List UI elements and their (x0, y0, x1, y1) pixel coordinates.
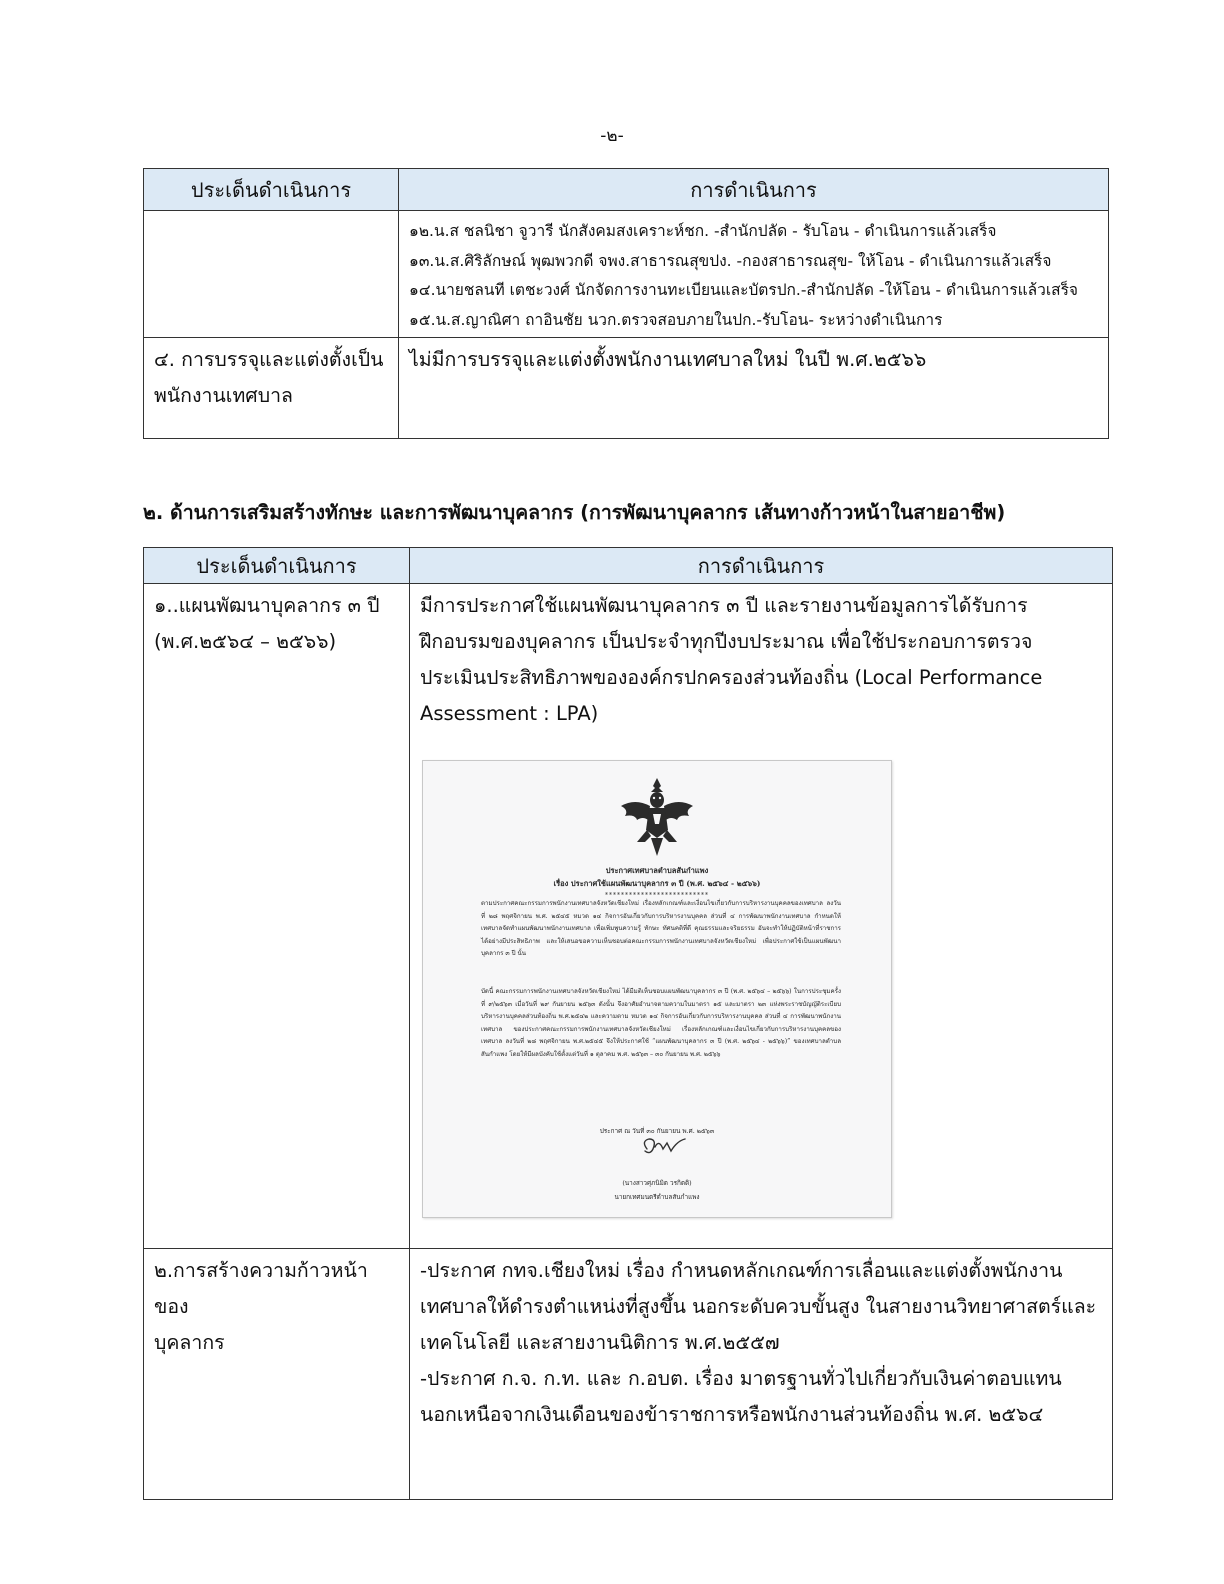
list-item: ๑๔.นายชลนที เตชะวงศ์ นักจัดการงานทะเบียนและบัตรปก.-สำนักปลัด -ให้โอน - ดำเนินการแล้วเสร็จ (409, 281, 1078, 299)
action-cell: มีการประกาศใช้แผนพัฒนาบุคลากร ๓ ปี และรายงานข้อมูลการได้รับการ ฝึกอบรมของบุคลากร เป็นประจำทุกปีงบประมาณ เพื่อใช้ประกอบการตรวจ ประเมินประสิทธิภาพขององค์กรปกครองส่วนท้องถิ่น (Local Performance Assessment : LPA) ประกาศเทศบาลตำบลสันกำแพง เรื่อง ประกาศใช้แผนพัฒนาบุคลากร ๓ ปี (พ.ศ. ๒๕๖๔ - ๒๕๖๖) ************************** ตามประกาศคณะกรรมการพนักงานเทศบาลจังหวัดเชียงใหม่ เรื่องหลักเกณฑ์และเงื่อนไขเกี่ยวกับการบริหารงานบุคคลของเทศบาล ลงวันที่ ๒๘ พฤศจิกายน พ.ศ. ๒๕๔๕ หมวด ๑๔ กิจการอันเกี่ยวกับการบริหารงานบุคคล ส่วนที่ ๔ การพัฒนาพนักงานเทศบาล กำหนดให้เทศบาลจัดทำแผนพัฒนาพนักงานเทศบาล เพื่อเพิ่มพูนความรู้ ทักษะ ทัศนคติที่ดี คุณธรรมและจริยธรรม อันจะทำให้ปฏิบัติหน้าที่ราชการได้อย่างมีประสิทธิภาพ และให้เสนอขอความเห็นชอบต่อคณะกรรมการพนักงานเทศบาลจังหวัดเชียงใหม่ เพื่อประกาศใช้เป็นแผนพัฒนาบุคลากร ๓ ปี นั้น บัดนี้ คณะกรรมการพนักงานเทศบาลจังหวัดเชียงใหม่ ได้มีมติเห็นชอบแผนพัฒนาบุคลากร ๓ ปี (พ.ศ. ๒๕๖๔ – ๒๕๖๖) ในการประชุมครั้งที่ ๙/๒๕๖๓ เมื่อวันที่ ๒๙ กันยายน ๒๕๖๓ ดังนั้น จึงอาศัยอำนาจตามความในมาตรา ๑๕ และมาตรา ๒๓ แห่งพระราชบัญญัติระเบียบบริหารงานบุคคลส่วนท้องถิ่น พ.ศ.๒๕๔๒ และความตาม หมวด ๑๔ กิจการอันเกี่ยวกับการบริหารงานบุคคล ส่วนที่ ๔ การพัฒนาพนักงานเทศบาล ของประกาศคณะกรรมการพนักงานเทศบาลจังหวัดเชียงใหม่ เรื่องหลักเกณฑ์และเงื่อนไขเกี่ยวกับการบริหารงานบุคคลของเทศบาล ลงวันที่ ๒๘ พฤศจิกายน พ.ศ.๒๕๔๕ จึงให้ประกาศใช้ “แผนพัฒนาบุคลากร ๓ ปี (พ.ศ. ๒๕๖๔ - ๒๕๖๖)” ของเทศบาลตำบลสันกำแพง โดยให้มีผลบังคับใช้ตั้งแต่วันที่ ๑ ตุลาคม พ.ศ. ๒๕๖๓ – ๓๐ กันยายน พ.ศ. ๒๕๖๖ ประกาศ ณ วันที่ ๓๐ กันยายน พ.ศ. ๒๕๖๓ (นางสาวศุภนิมิต วรกิตติ) นายกเทศมนตรีตำบลสันกำแพง (410, 584, 1113, 1249)
header-issue: ประเด็นดำเนินการ (144, 169, 399, 211)
section-heading: ๒. ด้านการเสริมสร้างทักษะ และการพัฒนาบุคลากร (การพัฒนาบุคลากร เส้นทางก้าวหน้าในสายอาชีพ) (143, 501, 1006, 524)
issue-cell: ๒.การสร้างความก้าวหน้าของ บุคลากร (144, 1249, 410, 1500)
garuda-emblem-icon (615, 776, 699, 858)
list-item: ๑๕.น.ส.ญาณิศา ถาอินชัย นวก.ตรวจสอบภายในปก.-รับโอน- ระหว่างดำเนินการ (409, 310, 943, 329)
document-title: ประกาศเทศบาลตำบลสันกำแพง (605, 866, 709, 875)
header-action: การดำเนินการ (399, 169, 1109, 211)
document-paragraph: บัดนี้ คณะกรรมการพนักงานเทศบาลจังหวัดเชียงใหม่ ได้มีมติเห็นชอบแผนพัฒนาบุคลากร ๓ ปี (พ.ศ. ๒๕๖๔ – ๒๕๖๖) ในการประชุมครั้งที่ ๙/๒๕๖๓ เมื่อวันที่ ๒๙ กันยายน ๒๕๖๓ ดังนั้น จึงอาศัยอำนาจตามความในมาตรา ๑๕ และมาตรา ๒๓ แห่งพระราชบัญญัติระเบียบบริหารงานบุคคลส่วนท้องถิ่น พ.ศ.๒๕๔๒ และความตาม หมวด ๑๔ กิจการอันเกี่ยวกับการบริหารงานบุคคล ส่วนที่ ๔ การพัฒนาพนักงานเทศบาล ของประกาศคณะกรรมการพนักงานเทศบาลจังหวัดเชียงใหม่ เรื่องหลักเกณฑ์และเงื่อนไขเกี่ยวกับการบริหารงานบุคคลของเทศบาล ลงวันที่ ๒๘ พฤศจิกายน พ.ศ.๒๕๔๕ จึงให้ประกาศใช้ “แผนพัฒนาบุคลากร ๓ ปี (พ.ศ. ๒๕๖๔ - ๒๕๖๖)” ของเทศบาลตำบลสันกำแพง โดยให้มีผลบังคับใช้ตั้งแต่วันที่ ๑ ตุลาคม พ.ศ. ๒๕๖๓ – ๓๐ กันยายน พ.ศ. ๒๕๖๖ (481, 988, 841, 1058)
page-number: -๒- (600, 126, 624, 146)
list-item: ๑๓.น.ส.ศิริลักษณ์ พุฒพวกดี จพง.สาธารณสุขปง. -กองสาธารณสุข- ให้โอน - ดำเนินการแล้วเสร็จ (409, 251, 1052, 270)
signature-image (633, 1131, 693, 1161)
table-row (144, 211, 1109, 338)
table-row (144, 1249, 1113, 1500)
document-divider: ************************** (605, 892, 709, 899)
document-subject: เรื่อง ประกาศใช้แผนพัฒนาบุคลากร ๓ ปี (พ.ศ. ๒๕๖๔ - ๒๕๖๖) (553, 879, 761, 888)
document-paragraph: ตามประกาศคณะกรรมการพนักงานเทศบาลจังหวัดเชียงใหม่ เรื่องหลักเกณฑ์และเงื่อนไขเกี่ยวกับการบริหารงานบุคคลของเทศบาล ลงวันที่ ๒๘ พฤศจิกายน พ.ศ. ๒๕๔๕ หมวด ๑๔ กิจการอันเกี่ยวกับการบริหารงานบุคคล ส่วนที่ ๔ การพัฒนาพนักงานเทศบาล กำหนดให้เทศบาลจัดทำแผนพัฒนาพนักงานเทศบาล เพื่อเพิ่มพูนความรู้ ทักษะ ทัศนคติที่ดี คุณธรรมและจริยธรรม อันจะทำให้ปฏิบัติหน้าที่ราชการได้อย่างมีประสิทธิภาพ และให้เสนอขอความเห็นชอบต่อคณะกรรมการพนักงานเทศบาลจังหวัดเชียงใหม่ เพื่อประกาศใช้เป็นแผนพัฒนาบุคลากร ๓ ปี นั้น (481, 900, 841, 958)
action-cell: -ประกาศ กทจ.เชียงใหม่ เรื่อง กำหนดหลักเกณฑ์การเลื่อนและแต่งตั้งพนักงาน เทศบาลให้ดำรงตำแหน่งที่สูงขึ้น นอกระดับควบขั้นสูง ในสายงานวิทยาศาสตร์และ เทคโนโลยี และสายงานนิติการ พ.ศ.๒๕๕๗ -ประกาศ ก.จ. ก.ท. และ ก.อบต. เรื่อง มาตรฐานทั่วไปเกี่ยวกับเงินค่าตอบแทน นอกเหนือจากเงินเดือนของข้าราชการหรือพนักงานส่วนท้องถิ่น พ.ศ. ๒๕๖๔ (410, 1249, 1113, 1500)
issue-cell: ๔. การบรรจุและแต่งตั้งเป็น พนักงานเทศบาล (144, 338, 399, 439)
personnel-transfer-table (143, 168, 1109, 439)
action-cell: ไม่มีการบรรจุและแต่งตั้งพนักงานเทศบาลใหม่ ในปี พ.ศ.๒๕๖๖ (399, 338, 1109, 439)
header-issue: ประเด็นดำเนินการ (144, 548, 410, 584)
document-date-line: ประกาศ ณ วันที่ ๓๐ กันยายน พ.ศ. ๒๕๖๓ (599, 1127, 715, 1135)
signer-name: (นางสาวศุภนิมิต วรกิตติ) (622, 1179, 692, 1187)
signer-position: นายกเทศมนตรีตำบลสันกำแพง (614, 1193, 700, 1201)
table-header-row (144, 548, 1113, 584)
table-header-row (144, 169, 1109, 211)
table-row (144, 338, 1109, 439)
issue-cell: ๑..แผนพัฒนาบุคลากร ๓ ปี (พ.ศ.๒๕๖๔ – ๒๕๖๖) (144, 584, 410, 1249)
announcement-document-image (422, 760, 892, 1218)
table-row (144, 584, 1113, 1249)
header-action: การดำเนินการ (410, 548, 1113, 584)
list-item: ๑๒.น.ส ชลนิชา จูวารี นักสังคมสงเคราะห์ชก. -สำนักปลัด - รับโอน - ดำเนินการแล้วเสร็จ (409, 222, 997, 240)
empty-issue-cell (144, 211, 399, 338)
transfer-list-cell (399, 211, 1109, 338)
development-table (143, 547, 1113, 1500)
